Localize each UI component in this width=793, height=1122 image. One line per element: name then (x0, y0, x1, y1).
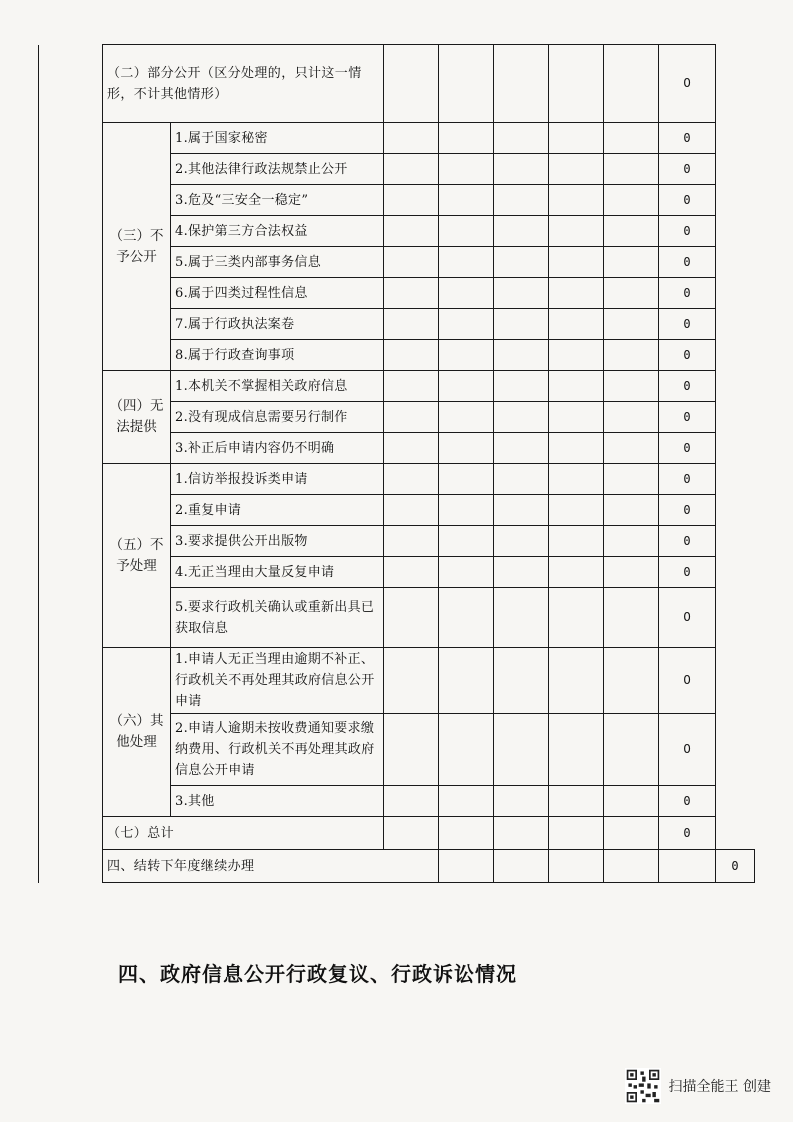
table-row (39, 817, 755, 850)
partial-disclosure-label: （二）部分公开（区分处理的，只计这一情形，不计其他情形） (103, 45, 384, 123)
row-label: 2.没有现成信息需要另行制作 (171, 402, 384, 433)
carryover-label: 四、结转下年度继续办理 (103, 850, 439, 883)
row-label: 4.保护第三方合法权益 (171, 216, 384, 247)
row-label: 5.属于三类内部事务信息 (171, 247, 384, 278)
row-label: 5.要求行政机关确认或重新出具已获取信息 (171, 588, 384, 648)
table-row (39, 45, 755, 123)
qr-code-icon (625, 1068, 661, 1104)
row-label: 3.危及“三安全一稳定” (171, 185, 384, 216)
row-value: 0 (659, 714, 716, 786)
row-label: 8.属于行政查询事项 (171, 340, 384, 371)
table-row (39, 850, 755, 883)
row-value: 0 (659, 526, 716, 557)
total-label: （七）总计 (103, 817, 384, 850)
row-value: 0 (659, 648, 716, 714)
row-value: 0 (659, 247, 716, 278)
row-label: 1.本机关不掌握相关政府信息 (171, 371, 384, 402)
section-heading: 四、政府信息公开行政复议、行政诉讼情况 (118, 962, 517, 986)
not-disclosed-label: （三）不予公开 (103, 123, 171, 371)
row-value: 0 (659, 123, 716, 154)
row-value: 0 (659, 495, 716, 526)
row-label: 1.申请人无正当理由逾期不补正、行政机关不再处理其政府信息公开申请 (171, 648, 384, 714)
row-value: 0 (659, 433, 716, 464)
row-label: 3.要求提供公开出版物 (171, 526, 384, 557)
row-value: 0 (659, 278, 716, 309)
row-label: 4.无正当理由大量反复申请 (171, 557, 384, 588)
row-value: 0 (659, 786, 716, 817)
row-label: 2.其他法律行政法规禁止公开 (171, 154, 384, 185)
row-value: 0 (659, 340, 716, 371)
row-label: 1.信访举报投诉类申请 (171, 464, 384, 495)
cannot-provide-label: （四）无法提供 (103, 371, 171, 464)
row-value: 0 (659, 216, 716, 247)
table-row (39, 464, 755, 495)
row-value: 0 (659, 588, 716, 648)
row-value: 0 (659, 402, 716, 433)
total-value: 0 (659, 817, 716, 850)
row-value: 0 (659, 154, 716, 185)
row-value: 0 (659, 557, 716, 588)
row-label: 2.申请人逾期未按收费通知要求缴纳费用、行政机关不再处理其政府信息公开申请 (171, 714, 384, 786)
partial-disclosure-value: 0 (659, 45, 716, 123)
table-row (39, 123, 755, 154)
row-label: 3.其他 (171, 786, 384, 817)
blank-left-column (39, 45, 103, 883)
scanner-watermark (625, 1068, 771, 1104)
row-label: 1.属于国家秘密 (171, 123, 384, 154)
watermark-text: 扫描全能王 创建 (668, 1079, 771, 1095)
other-processing-label: （六）其他处理 (103, 648, 171, 817)
row-value: 0 (659, 309, 716, 340)
carryover-value: 0 (716, 850, 755, 883)
table-row (39, 648, 755, 714)
disclosure-statistics-table (38, 44, 755, 883)
row-value: 0 (659, 371, 716, 402)
row-label: 6.属于四类过程性信息 (171, 278, 384, 309)
table-row (39, 371, 755, 402)
row-label: 7.属于行政执法案卷 (171, 309, 384, 340)
row-label: 2.重复申请 (171, 495, 384, 526)
row-value: 0 (659, 464, 716, 495)
not-processed-label: （五）不予处理 (103, 464, 171, 648)
row-label: 3.补正后申请内容仍不明确 (171, 433, 384, 464)
row-value: 0 (659, 185, 716, 216)
